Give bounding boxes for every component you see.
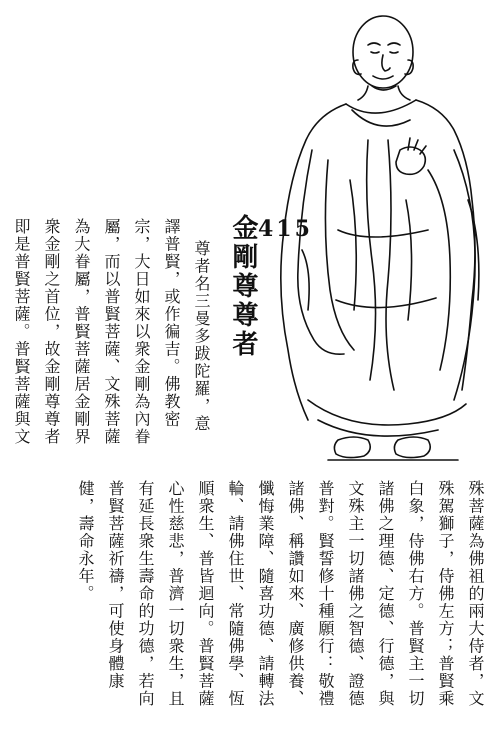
lower-text-col-14: 健，壽命永年。 [76,480,95,603]
lower-text-col-3: 白象，侍佛右方。普賢主一切 [406,480,425,708]
lower-text-col-2: 殊駕獅子，侍佛左方；普賢乘 [436,480,455,708]
lower-text-col-11: 心性慈悲，普濟一切衆生，且 [166,480,185,708]
upper-text-col-2: 譯普賢，或作徧吉。佛教密 [162,218,181,428]
arhat-name: 金剛尊尊者 [228,214,258,359]
upper-text-col-7: 即是普賢菩薩。普賢菩薩與文 [12,218,31,446]
lower-text-col-12: 有延長衆生壽命的功德，若向 [136,480,155,708]
arhat-title [228,214,313,359]
upper-text-col-1: 尊者名三曼多跋陀羅，意 [192,240,211,433]
lower-text-col-5: 文殊主一切諸佛之智德、證德 [346,480,365,708]
lower-text-col-4: 諸佛之理德、定德、行德，與 [376,480,395,708]
upper-text-col-3: 宗，大日如來以衆金剛為內眷 [132,218,151,446]
lower-text-col-13: 普賢菩薩祈禱，可使身體康 [106,480,125,690]
lower-text-col-9: 輪、請佛住世、常隨佛學、恆 [226,480,245,708]
lower-text-col-7: 諸佛、稱讚如來、廣修供養、 [286,480,305,708]
upper-text-col-5: 為大眷屬，普賢菩薩居金剛界 [72,218,91,446]
lower-text-col-10: 順衆生、普皆迴向。普賢菩薩 [196,480,215,708]
lower-text-col-6: 普對。賢誓修十種願行：敬禮 [316,480,335,708]
upper-text-col-4: 屬，而以普賢菩薩、文殊菩薩 [102,218,121,446]
upper-text-col-6: 衆金剛之首位，故金剛尊尊者 [42,218,61,446]
lower-text-col-8: 懺悔業障、隨喜功德、請轉法 [256,480,275,708]
arhat-number: 415 [258,216,313,242]
lower-text-col-1: 殊菩薩為佛祖的兩大侍者，文 [466,480,485,708]
